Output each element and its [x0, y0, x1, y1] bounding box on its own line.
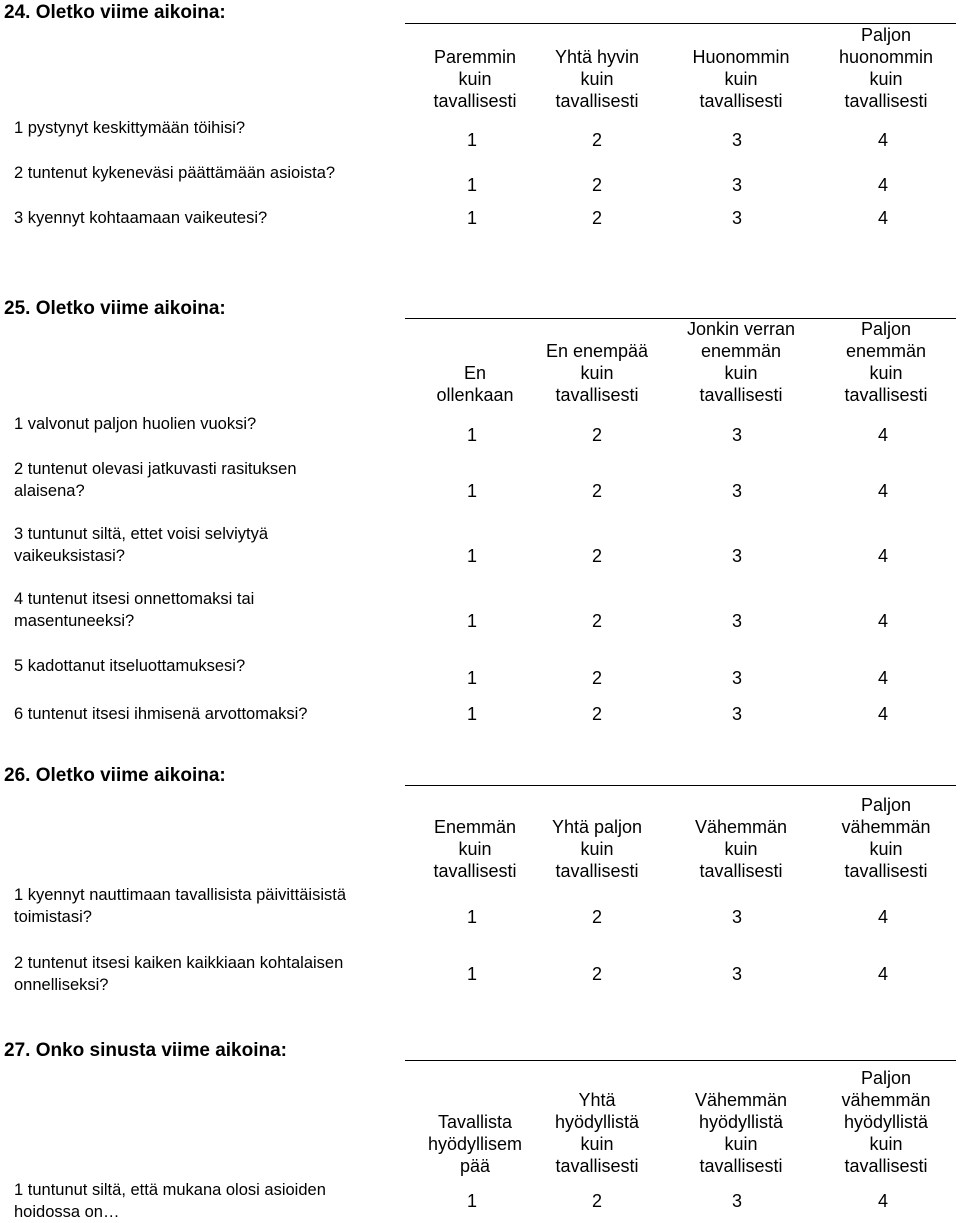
question-text: 4 tuntenut itsesi onnettomaksi tai [14, 590, 255, 608]
question-text: 2 tuntenut kykeneväsi päättämään asioista? [14, 164, 336, 182]
scale-header-line: Vähemmän [694, 1090, 788, 1110]
scale-option-4[interactable]: 4 [877, 130, 888, 150]
scale-header-line: tavallisesti [699, 385, 783, 405]
scale-header-line: kuin [580, 839, 614, 859]
scale-option-4[interactable]: 4 [877, 425, 888, 445]
scale-option-1[interactable]: 1 [466, 546, 477, 566]
question-text: 2 tuntenut olevasi jatkuvasti rasituksen [14, 460, 297, 478]
scale-header-line: kuin [724, 363, 758, 383]
scale-option-4[interactable]: 4 [877, 175, 888, 195]
scale-header-line: Paljon [860, 25, 912, 45]
scale-header-line: hyödyllistä [843, 1112, 929, 1132]
scale-option-1[interactable]: 1 [466, 175, 477, 195]
scale-option-4[interactable]: 4 [877, 208, 888, 228]
scale-header-line: hyödyllistä [698, 1112, 784, 1132]
scale-header-4 [806, 318, 960, 406]
scale-header-4 [806, 794, 960, 882]
scale-option-4[interactable]: 4 [877, 704, 888, 724]
scale-header-line: kuin [724, 69, 758, 89]
scale-header-line: tavallisesti [844, 861, 928, 881]
scale-header-line: tavallisesti [555, 861, 639, 881]
scale-header-line: kuin [869, 363, 903, 383]
header-rule [405, 785, 956, 786]
question-text: 1 kyennyt nauttimaan tavallisista päivittäisistä [14, 886, 346, 904]
scale-option-2[interactable]: 2 [591, 704, 602, 724]
scale-option-1[interactable]: 1 [466, 668, 477, 688]
scale-option-3[interactable]: 3 [731, 704, 742, 724]
question-text: hoidossa on… [14, 1203, 120, 1221]
scale-header-line: Tavallista [437, 1112, 513, 1132]
scale-header-2 [517, 1089, 677, 1177]
scale-option-2[interactable]: 2 [591, 425, 602, 445]
question-text: masentuneeksi? [14, 612, 135, 630]
scale-header-line: tavallisesti [555, 1156, 639, 1176]
scale-header-line: kuin [724, 1134, 758, 1154]
question-text: onnelliseksi? [14, 976, 109, 994]
scale-header-line: kuin [869, 69, 903, 89]
section-title: 24. Oletko viime aikoina: [4, 2, 226, 23]
scale-header-line: tavallisesti [844, 385, 928, 405]
scale-header-line: Paremmin [433, 47, 517, 67]
scale-header-line: vähemmän [841, 1090, 931, 1110]
scale-header-line: Paljon [860, 795, 912, 815]
scale-header-line: Vähemmän [694, 817, 788, 837]
scale-option-1[interactable]: 1 [466, 481, 477, 501]
scale-option-4[interactable]: 4 [877, 907, 888, 927]
scale-header-line: enemmän [700, 341, 782, 361]
scale-option-3[interactable]: 3 [731, 130, 742, 150]
scale-option-3[interactable]: 3 [731, 1191, 742, 1211]
scale-header-line: tavallisesti [433, 861, 517, 881]
scale-option-3[interactable]: 3 [731, 611, 742, 631]
section-title: 26. Oletko viime aikoina: [4, 765, 226, 786]
scale-header-3 [661, 318, 821, 406]
scale-option-2[interactable]: 2 [591, 907, 602, 927]
scale-header-line: hyödyllistä [554, 1112, 640, 1132]
scale-option-3[interactable]: 3 [731, 964, 742, 984]
scale-option-3[interactable]: 3 [731, 425, 742, 445]
scale-header-line: Yhtä hyvin [554, 47, 640, 67]
scale-header-line: Paljon [860, 1068, 912, 1088]
scale-option-2[interactable]: 2 [591, 668, 602, 688]
scale-header-line: Huonommin [692, 47, 790, 67]
scale-option-1[interactable]: 1 [466, 704, 477, 724]
question-text: 1 valvonut paljon huolien vuoksi? [14, 415, 257, 433]
scale-header-line: kuin [580, 363, 614, 383]
scale-option-2[interactable]: 2 [591, 1191, 602, 1211]
scale-option-2[interactable]: 2 [591, 130, 602, 150]
scale-header-line: kuin [458, 839, 492, 859]
scale-header-line: kuin [458, 69, 492, 89]
scale-header-3 [661, 816, 821, 882]
scale-header-line: Enemmän [433, 817, 517, 837]
scale-header-4 [806, 24, 960, 112]
scale-option-1[interactable]: 1 [466, 964, 477, 984]
scale-option-4[interactable]: 4 [877, 481, 888, 501]
scale-option-2[interactable]: 2 [591, 964, 602, 984]
question-text: 5 kadottanut itseluottamuksesi? [14, 657, 246, 675]
scale-header-line: ollenkaan [436, 385, 514, 405]
header-rule [405, 1060, 956, 1061]
question-text: 2 tuntenut itsesi kaiken kaikkiaan kohtalaisen [14, 954, 344, 972]
scale-header-line: kuin [869, 1134, 903, 1154]
scale-option-2[interactable]: 2 [591, 611, 602, 631]
scale-header-line: pää [459, 1156, 491, 1176]
scale-header-line: huonommin [838, 47, 934, 67]
scale-header-line: tavallisesti [699, 1156, 783, 1176]
scale-header-2 [517, 340, 677, 406]
question-text: 1 tuntunut siltä, että mukana olosi asioiden [14, 1181, 326, 1199]
scale-header-2 [517, 46, 677, 112]
scale-header-line: Yhtä paljon [551, 817, 643, 837]
scale-header-line: En [463, 363, 487, 383]
scale-header-line: tavallisesti [555, 385, 639, 405]
scale-option-1[interactable]: 1 [466, 130, 477, 150]
scale-option-1[interactable]: 1 [466, 611, 477, 631]
scale-option-4[interactable]: 4 [877, 611, 888, 631]
question-text: 1 pystynyt keskittymään töihisi? [14, 119, 246, 137]
scale-option-1[interactable]: 1 [466, 425, 477, 445]
scale-header-line: Paljon [860, 319, 912, 339]
section-title: 25. Oletko viime aikoina: [4, 298, 226, 319]
scale-option-4[interactable]: 4 [877, 546, 888, 566]
scale-header-line: enemmän [845, 341, 927, 361]
question-text: 3 tuntunut siltä, ettet voisi selviytyä [14, 525, 269, 543]
scale-header-3 [661, 1089, 821, 1177]
scale-header-line: kuin [580, 1134, 614, 1154]
question-text: vaikeuksistasi? [14, 547, 125, 565]
scale-option-2[interactable]: 2 [591, 546, 602, 566]
question-text: alaisena? [14, 482, 85, 500]
scale-option-3[interactable]: 3 [731, 208, 742, 228]
scale-header-4 [806, 1067, 960, 1177]
scale-header-line: Yhtä [578, 1090, 616, 1110]
scale-header-3 [661, 46, 821, 112]
question-text: 6 tuntenut itsesi ihmisenä arvottomaksi? [14, 705, 308, 723]
scale-header-line: kuin [724, 839, 758, 859]
scale-header-line: hyödyllisem [427, 1134, 523, 1154]
scale-header-line: tavallisesti [844, 1156, 928, 1176]
scale-header-line: tavallisesti [433, 91, 517, 111]
scale-header-line: tavallisesti [699, 861, 783, 881]
scale-option-2[interactable]: 2 [591, 481, 602, 501]
scale-header-line: tavallisesti [844, 91, 928, 111]
scale-option-2[interactable]: 2 [591, 208, 602, 228]
scale-header-line: En enempää [545, 341, 649, 361]
scale-option-1[interactable]: 1 [466, 208, 477, 228]
scale-option-3[interactable]: 3 [731, 907, 742, 927]
scale-header-2 [517, 816, 677, 882]
scale-option-1[interactable]: 1 [466, 1191, 477, 1211]
scale-option-3[interactable]: 3 [731, 668, 742, 688]
scale-option-4[interactable]: 4 [877, 1191, 888, 1211]
scale-option-2[interactable]: 2 [591, 175, 602, 195]
section-title: 27. Onko sinusta viime aikoina: [4, 1040, 287, 1061]
scale-header-line: tavallisesti [555, 91, 639, 111]
scale-header-line: kuin [869, 839, 903, 859]
scale-option-4[interactable]: 4 [877, 964, 888, 984]
question-text: 3 kyennyt kohtaamaan vaikeutesi? [14, 209, 268, 227]
scale-option-4[interactable]: 4 [877, 668, 888, 688]
question-text: toimistasi? [14, 908, 92, 926]
scale-option-1[interactable]: 1 [466, 907, 477, 927]
scale-header-line: vähemmän [841, 817, 931, 837]
scale-header-line: Jonkin verran [686, 319, 796, 339]
scale-option-3[interactable]: 3 [731, 175, 742, 195]
scale-option-3[interactable]: 3 [731, 546, 742, 566]
scale-header-line: kuin [580, 69, 614, 89]
scale-option-3[interactable]: 3 [731, 481, 742, 501]
scale-header-line: tavallisesti [699, 91, 783, 111]
